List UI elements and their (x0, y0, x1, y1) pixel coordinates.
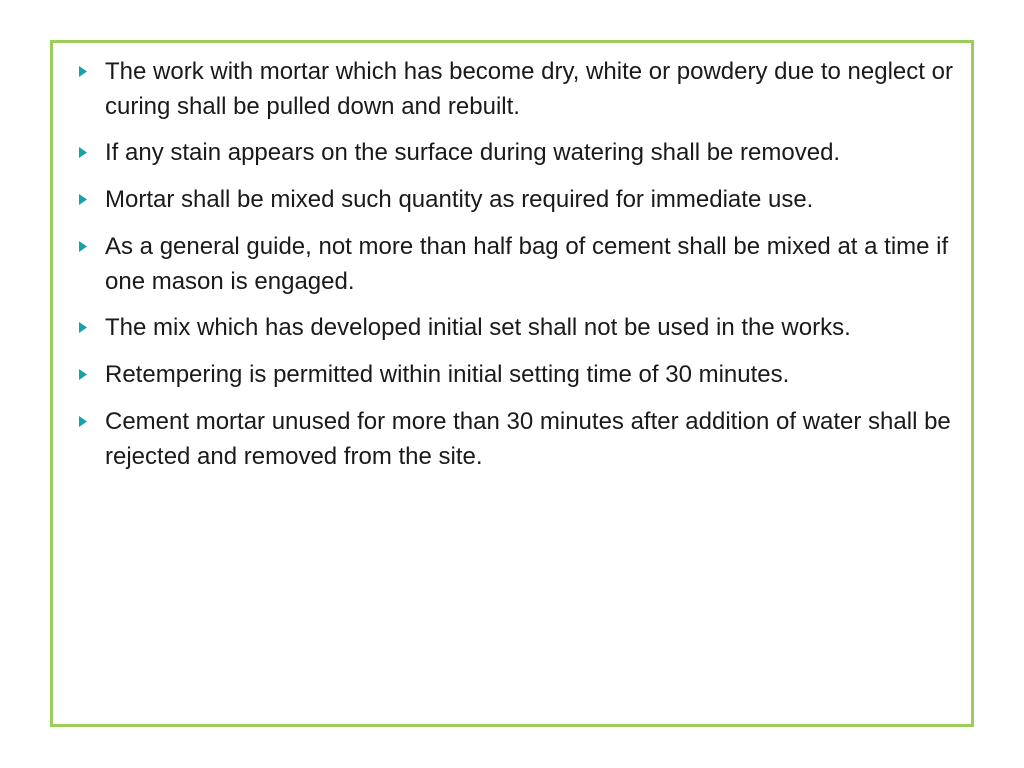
bullet-text: Retempering is permitted within initial setting time of 30 minutes. (105, 361, 790, 388)
triangle-right-icon (76, 229, 105, 265)
triangle-right-icon (76, 54, 105, 90)
bullet-item (76, 54, 966, 124)
bullet-text: Mortar shall be mixed such quantity as required for immediate use. (105, 186, 814, 213)
triangle-right-icon (76, 357, 105, 393)
slide-frame (50, 40, 974, 727)
bullet-item (76, 310, 966, 346)
triangle-right-icon (76, 310, 105, 346)
bullet-text: If any stain appears on the surface during watering shall be removed. (105, 139, 841, 166)
bullet-item (76, 229, 966, 299)
bullet-list (76, 54, 966, 485)
bullet-item (76, 135, 966, 171)
bullet-item (76, 357, 966, 393)
bullet-item (76, 182, 966, 218)
bullet-item (76, 404, 966, 474)
bullet-text: The mix which has developed initial set shall not be used in the works. (105, 314, 851, 341)
bullet-text: Cement mortar unused for more than 30 minutes after addition of water shall be rejected and removed from the site. (105, 408, 951, 470)
triangle-right-icon (76, 135, 105, 171)
triangle-right-icon (76, 404, 105, 440)
triangle-right-icon (76, 182, 105, 218)
bullet-text: As a general guide, not more than half bag of cement shall be mixed at a time if one mason is engaged. (105, 233, 949, 295)
bullet-text: The work with mortar which has become dry, white or powdery due to neglect or curing shall be pulled down and rebuilt. (105, 58, 953, 120)
